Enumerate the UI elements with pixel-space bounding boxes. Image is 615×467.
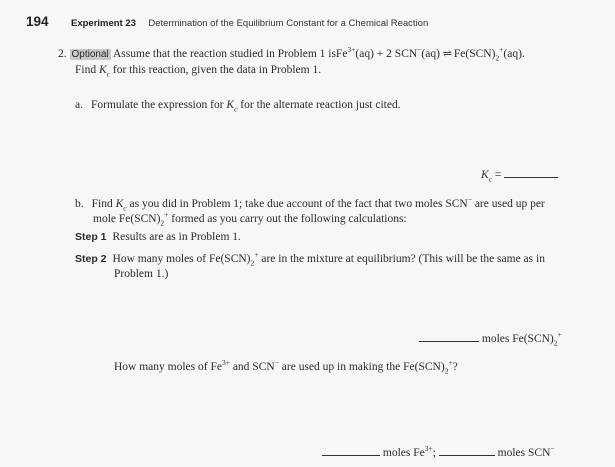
product-charge: +	[557, 330, 562, 340]
part-text: as you did in Problem 1; take due account of the fact that two moles SCN	[126, 198, 468, 210]
part-a	[75, 98, 401, 112]
product-charge: +	[499, 45, 504, 55]
part-text: Find	[91, 198, 116, 210]
part-letter: b.	[75, 198, 84, 210]
scn-moles-blank[interactable]	[439, 444, 495, 456]
k-subscript: c	[106, 69, 110, 79]
scn-charge: −	[274, 358, 279, 368]
product-formula: Fe(SCN)	[453, 48, 496, 60]
header-title: Determination of the Equilibrium Constant for a Chemical Reaction	[148, 18, 429, 29]
answer-unit: moles SCN	[497, 447, 551, 459]
fe-charge: 3+	[221, 358, 230, 368]
part-text: are used up per	[471, 198, 545, 210]
question-text: ?	[452, 361, 458, 373]
problem-number: 2.	[58, 48, 67, 60]
step-text: are in the mixture at equilibrium? (This will be the same as in	[258, 253, 545, 265]
page-header	[26, 13, 428, 31]
problem-text: Assume that the reaction studied in Problem 1 isFe	[113, 48, 348, 60]
used-up-question	[114, 360, 458, 374]
k-symbol: K	[481, 169, 489, 181]
part-letter: a.	[75, 99, 83, 111]
equilibrium-arrow: ⇌	[442, 48, 452, 60]
problem-text: (aq)	[421, 48, 440, 60]
k-symbol: K	[226, 99, 235, 111]
part-text: Formulate the expression for	[90, 99, 227, 111]
part-text: formed as you carry out the following calculations:	[168, 213, 407, 225]
step-2-line-1	[75, 252, 545, 266]
product-charge: +	[254, 250, 259, 260]
fe-charge: 3+	[424, 444, 433, 454]
step-1	[75, 230, 241, 244]
problem-text: for this reaction, given the data in Problem 1.	[109, 64, 322, 76]
problem-2-line-1	[58, 47, 525, 62]
kc-answer	[481, 166, 558, 182]
product-subscript: 2	[250, 258, 255, 268]
equals-sign: =	[492, 169, 502, 181]
part-text: for the alternate reaction just cited.	[237, 99, 401, 111]
fe-charge: 3+	[347, 45, 356, 55]
problem-text: Find	[75, 64, 99, 76]
answer-unit: moles Fe(SCN)	[481, 333, 554, 345]
k-symbol: K	[115, 198, 124, 210]
step-label: Step 2	[75, 253, 107, 265]
feSCN-moles-answer	[419, 330, 562, 346]
part-text: mole Fe(SCN)	[93, 213, 161, 225]
part-b-line-1	[75, 197, 545, 211]
product-subscript: 2	[495, 53, 500, 63]
scn-charge: −	[417, 45, 422, 55]
question-text: and SCN	[229, 361, 275, 373]
kc-answer-blank[interactable]	[504, 166, 558, 178]
scn-charge: −	[550, 444, 555, 454]
problem-text: (aq) + 2 SCN	[355, 48, 418, 60]
step-text: Problem 1.)	[114, 268, 169, 280]
product-charge: +	[164, 210, 169, 220]
answer-unit: moles Fe	[382, 447, 425, 459]
k-subscript: c	[123, 203, 127, 213]
product-subscript: 2	[160, 218, 165, 228]
experiment-label: Experiment 23	[70, 18, 136, 29]
feSCN-moles-blank[interactable]	[419, 330, 479, 342]
question-text: are used up in making the Fe(SCN)	[278, 361, 445, 373]
product-subscript: 2	[444, 366, 449, 376]
used-up-answers	[322, 444, 555, 460]
question-text: How many moles of Fe	[114, 361, 222, 373]
part-b-line-2	[93, 212, 407, 226]
product-state: (aq).	[503, 48, 525, 60]
product-subscript: 2	[553, 338, 558, 348]
fe-moles-blank[interactable]	[322, 444, 380, 456]
scn-charge: −	[467, 195, 472, 205]
k-subscript: c	[234, 104, 238, 114]
optional-badge: Optional	[71, 49, 109, 60]
separator: ;	[432, 447, 436, 459]
product-charge: +	[448, 358, 453, 368]
problem-2-line-2	[75, 63, 321, 77]
step-text: Results are as in Problem 1.	[112, 231, 241, 243]
step-text: How many moles of Fe(SCN)	[112, 253, 251, 265]
k-symbol: K	[98, 64, 107, 76]
page-number: 194	[26, 14, 49, 29]
step-2-line-2	[114, 267, 168, 281]
step-label: Step 1	[75, 231, 107, 243]
k-subscript: c	[488, 174, 493, 184]
